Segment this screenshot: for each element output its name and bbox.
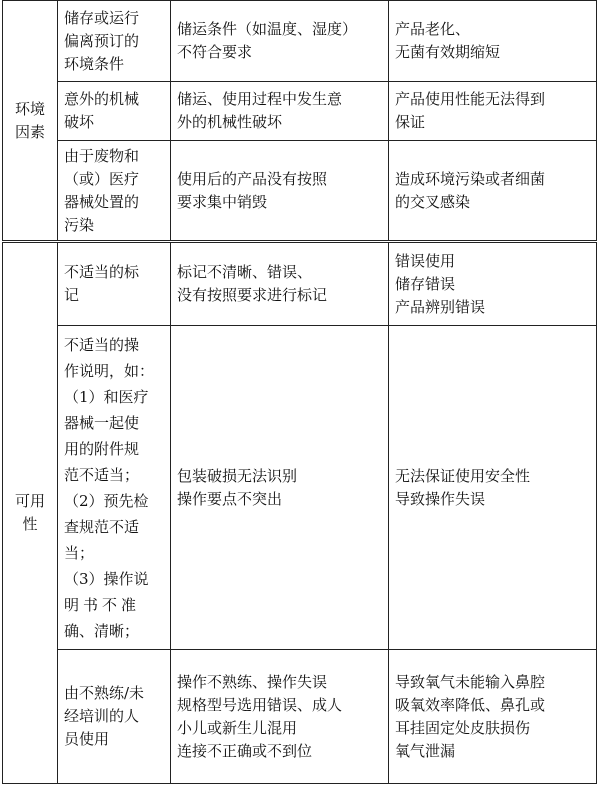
factor-line: 明书不准 [64,595,141,614]
factor-line: 范不适当； [64,465,140,484]
consequence-line: 无法保证使用安全性 [395,466,531,485]
factor-line: 当； [64,543,95,562]
table-row [3,82,597,141]
consequence-cell [389,1,597,82]
consequence-line: 产品老化、 [395,20,471,38]
condition-cell [171,1,389,82]
consequence-line: 导致操作失误 [395,489,486,508]
factor-cell [58,326,171,650]
consequence-cell [389,326,597,650]
category-usability-label: 可用性 [14,492,45,533]
factor-line: 污染 [64,215,95,234]
consequence-cell [389,141,597,242]
consequence-cell [389,82,597,141]
condition-cell [171,326,389,650]
factor-line: （或）医疗 [64,169,140,188]
category-environment-line-1: 环境因素 [14,99,45,141]
factor-line: 用的附件规 [64,439,140,458]
factor-line: 破坏 [64,113,95,131]
table-row [3,141,597,242]
factor-cell [58,82,171,141]
condition-line: 连接不正确或不到位 [177,741,313,760]
consequence-line: 耳挂固定处皮肤损伤 [395,718,531,737]
table-row [3,242,597,326]
factor-line: 器械处置的 [64,192,140,211]
factor-line: （1）和医疗 [64,387,149,406]
factor-line: 员使用 [64,730,110,748]
factor-line: 不适当的操 [64,335,140,354]
condition-line: 操作要点不突出 [177,489,283,508]
factor-line: 偏离预订的 [64,31,140,50]
factor-cell [58,141,171,242]
table-row [3,326,597,650]
factor-line: （2）预先检 [64,491,149,510]
consequence-line: 导致氧气未能输入鼻腔 [395,672,546,691]
condition-cell [171,82,389,141]
condition-line: 规格型号选用错误、成人 [177,695,343,714]
condition-line: 不符合要求 [177,43,253,61]
factor-line: 意外的机械 [64,90,140,108]
factor-line: 环境条件 [64,54,125,73]
factor-line: 器械一起使 [64,413,140,432]
condition-cell [171,242,389,326]
table-row [3,1,597,82]
factor-line: 不适当的标 [64,263,140,281]
condition-line: 标记不清晰、错误、 [177,263,313,281]
consequence-cell [389,650,597,784]
consequence-line: 造成环境污染或者细菌 [395,169,546,188]
consequence-line: 储存错误 [395,274,456,293]
condition-line: 使用后的产品没有按照 [177,169,328,188]
factor-line: 经培训的人 [64,707,140,725]
condition-line: 没有按照要求进行标记 [177,286,328,304]
factor-cell [58,242,171,326]
factor-line: 由不熟练/未 [64,684,145,702]
factor-line: 储存或运行 [64,8,140,27]
factor-cell [58,650,171,784]
condition-line: 小儿或新生儿混用 [177,718,298,737]
consequence-line: 吸氧效率降低、鼻孔或 [395,695,546,714]
condition-line: 要求集中销毁 [177,192,268,211]
consequence-cell [389,242,597,326]
condition-line: 包装破损无法识别 [177,466,298,485]
consequence-line: 错误使用 [395,251,456,270]
condition-cell [171,141,389,242]
category-usability [3,242,58,784]
consequence-line: 无菌有效期缩短 [395,43,501,61]
factor-line: 查规范不适 [64,517,140,536]
factor-line: 确、清晰； [64,621,140,640]
condition-line: 操作不熟练、操作失误 [177,672,328,691]
condition-line: 储运、使用过程中发生意 [177,90,343,108]
consequence-line: 氧气泄漏 [395,741,456,760]
risk-table [2,0,597,784]
condition-cell [171,650,389,784]
consequence-line: 的交叉感染 [395,192,471,211]
table-row [3,650,597,784]
factor-line: 作说明，如： [64,361,155,380]
factor-line: （3）操作说 [64,569,149,588]
category-environment [3,1,58,242]
factor-line: 记 [64,286,80,304]
condition-line: 外的机械性破坏 [177,113,283,131]
consequence-line: 产品辨别错误 [395,297,486,316]
consequence-line: 产品使用性能无法得到 [395,90,546,108]
consequence-line: 保证 [395,113,426,131]
factor-line: 由于废物和 [64,146,140,165]
condition-line: 储运条件（如温度、湿度） [177,20,358,38]
factor-cell [58,1,171,82]
